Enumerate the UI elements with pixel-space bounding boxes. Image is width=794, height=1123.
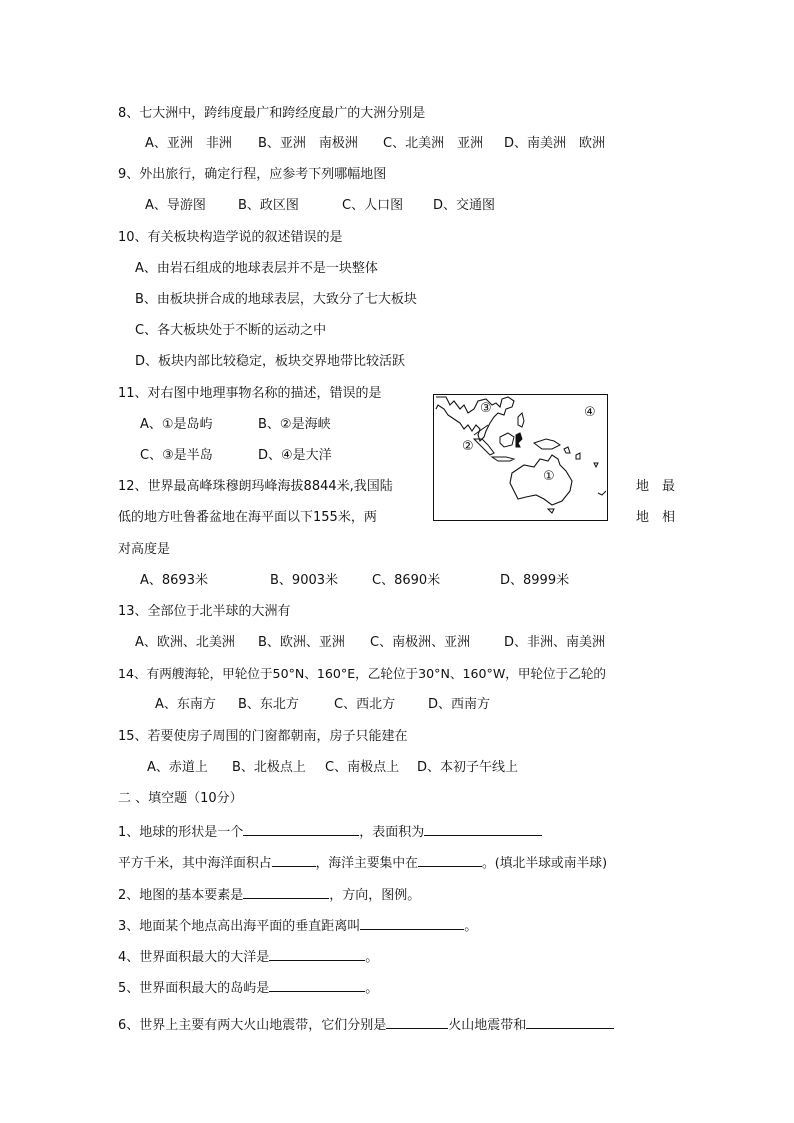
fill-3-text-b: 。 — [464, 919, 478, 934]
q11-option-b: B、②是海峡 — [258, 417, 331, 432]
fill-1-blank-shape[interactable] — [243, 821, 359, 836]
fill-3-text-a: 3、地面某个地点高出海平面的垂直距离叫 — [118, 919, 361, 934]
q10-option-c: C、各大板块处于不断的运动之中 — [135, 323, 327, 338]
map-label-4: ④ — [584, 405, 596, 420]
sulawesi-island — [516, 433, 522, 447]
small-island-3 — [594, 463, 598, 467]
fill-6-blank-1[interactable] — [386, 1014, 448, 1029]
fill-6-text-b: 火山地震带和 — [448, 1018, 527, 1033]
q14-option-c: C、西北方 — [334, 697, 396, 712]
q11-option-d: D、④是大洋 — [258, 448, 332, 463]
fill-1-blank-area[interactable] — [424, 821, 542, 836]
fill-2-text-b: ，方向，图例。 — [329, 888, 421, 903]
tasmania-island — [548, 509, 554, 513]
fill-1-text-a: 1、地球的形状是一个 — [118, 825, 244, 840]
fill-5-text-b: 。 — [365, 981, 379, 996]
fill-4-text-a: 4、世界面积最大的大洋是 — [118, 950, 270, 965]
q10-option-d: D、板块内部比较稳定，板块交界地带比较活跃 — [135, 354, 406, 369]
fill-1-text-e: 。(填北半球或南半球) — [481, 856, 608, 871]
q12-line1-right: 地 最 — [636, 479, 676, 494]
section2-title: 二 、填空题（10分） — [118, 791, 243, 806]
q9-stem: 9、外出旅行，确定行程，应参考下列哪幅地图 — [118, 167, 387, 182]
new-guinea-island — [534, 439, 560, 449]
map-drawing — [434, 395, 606, 519]
q14-option-d: D、西南方 — [428, 697, 491, 712]
sumatra-island — [474, 439, 494, 455]
q13-option-a: A、欧洲、北美洲 — [135, 635, 235, 650]
q13-stem: 13、全部位于北半球的大洲有 — [118, 604, 291, 619]
fill-4 — [118, 946, 378, 967]
map-label-3: ③ — [480, 401, 492, 416]
fill-5-blank[interactable] — [269, 977, 365, 992]
q9-option-d: D、交通图 — [433, 198, 496, 213]
q10-stem: 10、有关板块构造学说的叙述错误的是 — [118, 230, 343, 245]
q10-option-a: A、由岩石组成的地球表层并不是一块整体 — [135, 261, 378, 276]
q15-option-b: B、北极点上 — [232, 760, 306, 775]
fill-5 — [118, 977, 378, 998]
borneo-island — [500, 433, 514, 447]
fill-5-text-a: 5、世界面积最大的岛屿是 — [118, 981, 270, 996]
q12-option-a: A、8693米 — [140, 573, 208, 588]
australia-outline — [510, 455, 572, 505]
small-island-2 — [576, 453, 580, 459]
q8-option-d: D、南美洲 欧洲 — [504, 136, 606, 151]
q9-option-b: B、政区图 — [238, 198, 299, 213]
philippines-island — [518, 413, 524, 427]
q12-option-d: D、8999米 — [500, 573, 570, 588]
asia-oceania-map — [433, 394, 608, 521]
fill-1-text-d: ，海洋主要集中在 — [315, 856, 418, 871]
q8-option-b: B、亚洲 南极洲 — [258, 136, 358, 151]
q12-line3: 对高度是 — [118, 542, 171, 557]
q15-option-a: A、赤道上 — [147, 760, 208, 775]
q13-option-c: C、南极洲、亚洲 — [370, 635, 471, 650]
fill-1-blank-hemisphere[interactable] — [418, 852, 482, 867]
q12-option-c: C、8690米 — [372, 573, 441, 588]
fill-6-blank-2[interactable] — [526, 1014, 614, 1029]
fill-4-blank[interactable] — [269, 946, 365, 961]
q9-option-a: A、导游图 — [145, 198, 206, 213]
map-label-1: ① — [543, 469, 555, 484]
q14-stem: 14、有两艘海轮，甲轮位于50°N、160°E，乙轮位于30°N、160°W，甲轮位于乙轮的 — [118, 666, 607, 681]
q12-option-b: B、9003米 — [270, 573, 339, 588]
small-island-1 — [564, 447, 570, 453]
q14-option-b: B、东北方 — [238, 697, 299, 712]
fill-1-line2 — [118, 852, 607, 873]
q13-option-d: D、非洲、南美洲 — [504, 635, 606, 650]
q9-option-c: C、人口图 — [342, 198, 404, 213]
q13-option-b: B、欧洲、亚洲 — [258, 635, 345, 650]
q12-line2-right: 地 相 — [636, 510, 676, 525]
fill-1-text-c: 平方千米，其中海洋面积占 — [118, 856, 272, 871]
fill-1-text-b: ，表面积为 — [359, 825, 425, 840]
fill-3 — [118, 915, 477, 936]
q14-option-a: A、东南方 — [155, 697, 216, 712]
fill-2-blank[interactable] — [243, 884, 329, 899]
q8-stem: 8、七大洲中，跨纬度最广和跨经度最广的大洲分别是 — [118, 106, 426, 121]
q11-option-c: C、③是半岛 — [140, 448, 213, 463]
q10-option-b: B、由板块拼合成的地球表层，大致分了七大板块 — [135, 292, 417, 307]
java-island — [492, 457, 514, 461]
q11-option-a: A、①是岛屿 — [140, 417, 213, 432]
q12-line1-left: 12、世界最高峰珠穆朗玛峰海拔8844米,我国陆 — [118, 479, 393, 494]
fill-1-blank-ocean-ratio[interactable] — [272, 852, 316, 867]
fill-4-text-b: 。 — [365, 950, 379, 965]
q15-stem: 15、若要使房子周围的门窗都朝南，房子只能建在 — [118, 729, 408, 744]
new-zealand-coast — [598, 491, 606, 495]
map-label-2: ② — [462, 439, 474, 454]
q8-option-c: C、北美洲 亚洲 — [383, 136, 484, 151]
fill-3-blank[interactable] — [360, 915, 464, 930]
q11-stem: 11、对右图中地理事物名称的描述，错误的是 — [118, 386, 382, 401]
fill-2-text-a: 2、地图的基本要素是 — [118, 888, 244, 903]
fill-6-text-a: 6、世界上主要有两大火山地震带，它们分别是 — [118, 1018, 387, 1033]
fill-6 — [118, 1014, 614, 1035]
q8-option-a: A、亚洲 非洲 — [145, 136, 232, 151]
q12-line2-left: 低的地方吐鲁番盆地在海平面以下155米，两 — [118, 510, 377, 525]
q15-option-d: D、本初子午线上 — [417, 760, 519, 775]
fill-1-line1 — [118, 821, 542, 842]
q15-option-c: C、南极点上 — [325, 760, 400, 775]
fill-2 — [118, 884, 420, 905]
